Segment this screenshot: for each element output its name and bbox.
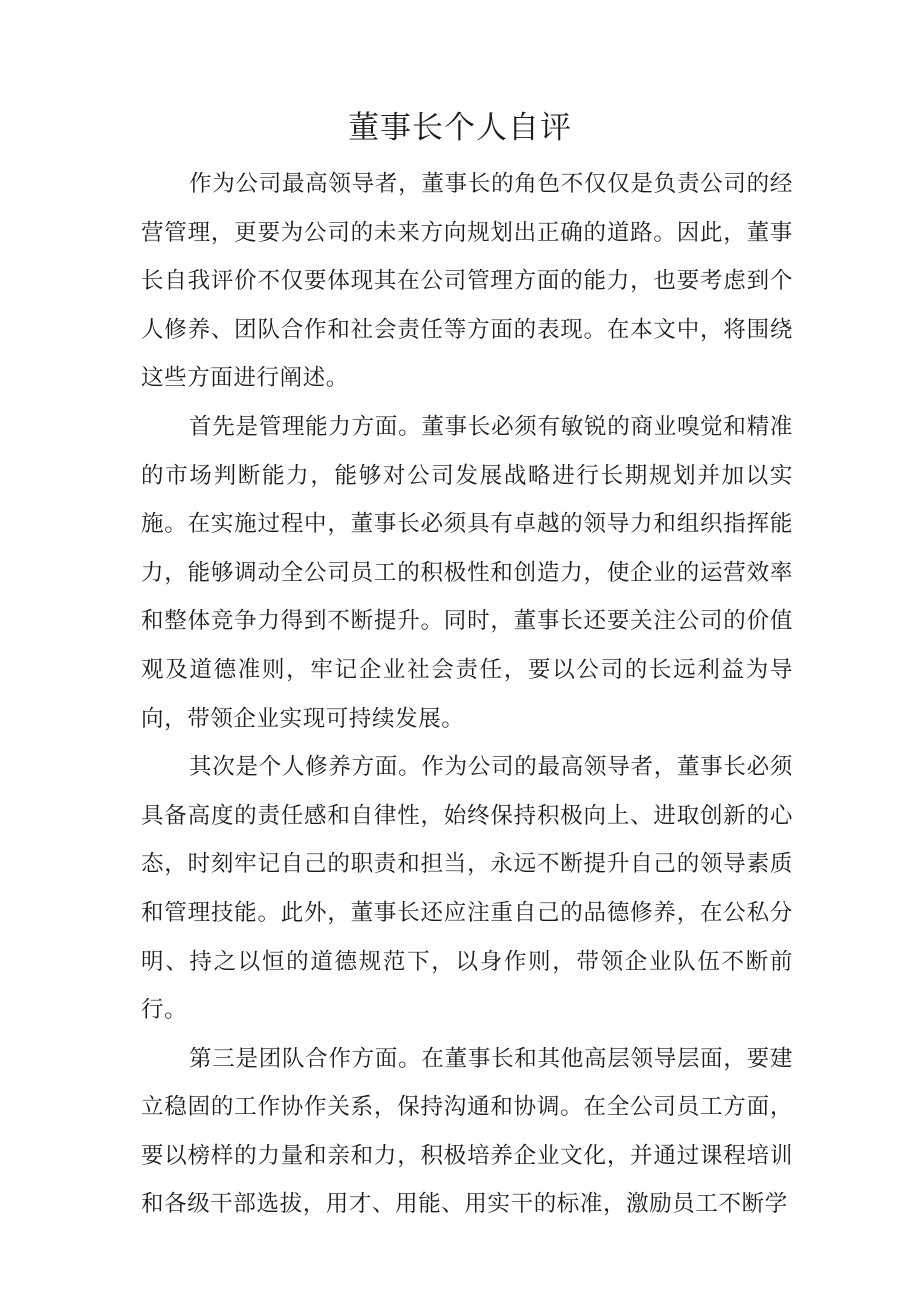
paragraph-intro: 作为公司最高领导者，董事长的角色不仅仅是负责公司的经营管理，更要为公司的未来方向规划出正确的道路。因此，董事长自我评价不仅要体现其在公司管理方面的能力，也要考虑到个人修养、团队合作和社会责任等方面的表现。在本文中，将围绕这些方面进行阐述。 [141, 171, 793, 392]
document-body [141, 160, 793, 1229]
document-title: 董事长个人自评 [348, 110, 572, 146]
paragraph-teamwork: 第三是团队合作方面。在董事长和其他高层领导层面，要建立稳固的工作协作关系，保持沟通和协调。在全公司员工方面，要以榜样的力量和亲和力，积极培养企业文化，并通过课程培训和各级干部选拔，用才、用能、用实干的标准，激励员工不断学 [141, 1045, 793, 1218]
paragraph-management: 首先是管理能力方面。董事长必须有敏锐的商业嗅觉和精准的市场判断能力，能够对公司发展战略进行长期规划并加以实施。在实施过程中，董事长必须具有卓越的领导力和组织指挥能力，能够调动全公司员工的积极性和创造力，使企业的运营效率和整体竞争力得到不断提升。同时，董事长还要关注公司的价值观及道德准则，牢记企业社会责任，要以公司的长远利益为导向，带领企业实现可持续发展。 [141, 413, 793, 732]
paragraph-personal-cultivation: 其次是个人修养方面。作为公司的最高领导者，董事长必须具备高度的责任感和自律性，始终保持积极向上、进取创新的心态，时刻牢记自己的职责和担当，永远不断提升自己的领导素质和管理技能。此外，董事长还应注重自己的品德修养，在公私分明、持之以恒的道德规范下，以身作则，带领企业队伍不断前行。 [141, 754, 793, 1024]
